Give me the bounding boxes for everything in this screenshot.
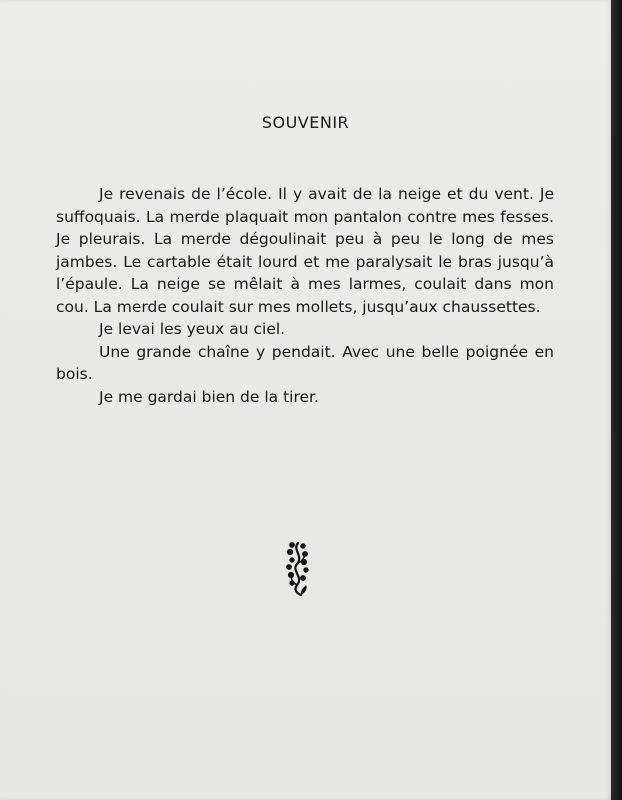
paragraph-3: Une grande chaîne y pendait. Avec une belle poignée en bois. bbox=[56, 342, 554, 383]
page-title: SOUVENIR bbox=[261, 113, 350, 132]
floral-vine-ornament-icon bbox=[283, 540, 313, 596]
story-text bbox=[56, 183, 554, 408]
paragraph-4: Je me gardai bien de la tirer. bbox=[99, 387, 319, 406]
paragraph-2: Je levai les yeux au ciel. bbox=[99, 320, 286, 338]
page-edge-shadow bbox=[611, 0, 622, 800]
paragraph-1: Je revenais de l’école. Il y avait de la neige et du vent. Je suffoquais. La merde plaquait mon pantalon contre mes fesses. Je pleurais. La merde dégoulinait peu à peu le long de mes jambes. Le cartable était lourd et me paralysait le bras jusqu’à l’épaule. La neige se mêlait à mes larmes, coulait dans mon cou. La merde coulait sur mes mollets, jusqu’aux chaussettes. bbox=[56, 185, 554, 316]
